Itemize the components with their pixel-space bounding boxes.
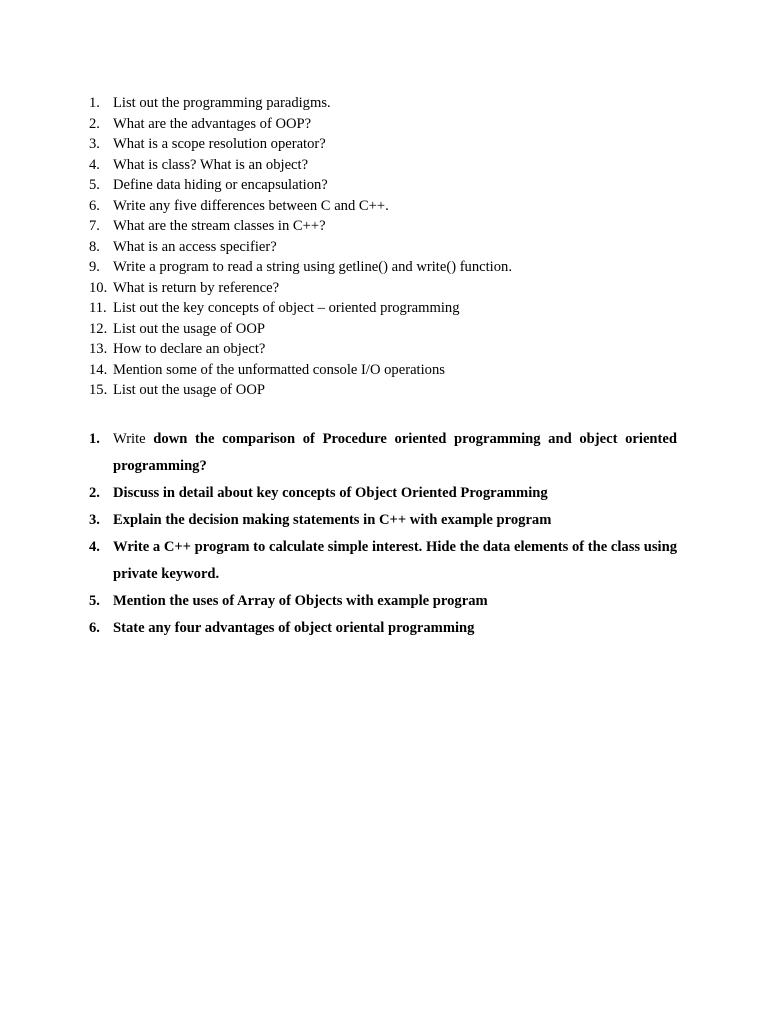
item-text: List out the programming paradigms. <box>113 95 331 111</box>
item-number: 15. <box>89 382 108 398</box>
item-number: 7. <box>89 218 100 234</box>
list-item <box>89 588 677 615</box>
item-text: What are the stream classes in C++? <box>113 218 326 234</box>
long-questions-list <box>89 426 677 642</box>
item-number: 2. <box>89 115 100 132</box>
item-number: 8. <box>89 238 100 255</box>
item-text: List out the key concepts of object – oriented programming <box>113 300 460 316</box>
item-number: 14. <box>89 361 108 378</box>
item-number: 4. <box>89 156 100 173</box>
item-number: 5. <box>89 177 100 193</box>
item-text: Explain the decision making statements in C++ with example program <box>113 512 552 528</box>
item-text: Define data hiding or encapsulation? <box>113 177 328 193</box>
item-text: State any four advantages of object oriental programming <box>113 620 475 636</box>
item-number: 3. <box>89 512 100 528</box>
list-item <box>89 339 689 360</box>
item-number: 1. <box>89 431 100 447</box>
list-item <box>89 380 689 401</box>
list-item <box>89 278 689 299</box>
list-item <box>89 237 689 258</box>
item-number: 5. <box>89 593 100 609</box>
item-number: 6. <box>89 197 100 214</box>
item-text: What is return by reference? <box>113 279 280 296</box>
list-item <box>89 534 677 588</box>
list-item <box>89 134 689 155</box>
item-number: 4. <box>89 539 100 555</box>
item-number: 9. <box>89 259 100 275</box>
list-item <box>89 480 677 507</box>
item-number: 6. <box>89 620 100 636</box>
item-text: Write a C++ program to calculate simple interest. Hide the data elements of the class using private keyword. <box>113 539 677 582</box>
item-number: 11. <box>89 300 107 316</box>
item-number: 10. <box>89 279 108 296</box>
list-item <box>89 257 689 278</box>
list-item <box>89 216 689 237</box>
list-item <box>89 360 689 381</box>
list-item <box>89 114 689 135</box>
list-item <box>89 93 689 114</box>
list-item <box>89 507 677 534</box>
item-text: What is class? What is an object? <box>113 156 309 173</box>
item-body: down the comparison of Procedure oriented programming and object oriented programming? <box>113 431 677 474</box>
item-number: 3. <box>89 136 100 152</box>
list-item <box>89 155 689 176</box>
item-text: Mention some of the unformatted console I/O operations <box>113 361 445 378</box>
item-text: List out the usage of OOP <box>113 320 266 337</box>
item-text: Write a program to read a string using getline() and write() function. <box>113 259 512 275</box>
item-number: 12. <box>89 320 108 337</box>
list-item <box>89 426 677 480</box>
item-text: Write any five differences between C and C++. <box>113 197 389 214</box>
item-text: List out the usage of OOP <box>113 382 266 398</box>
item-text <box>113 426 677 480</box>
item-number: 13. <box>89 341 108 357</box>
list-item <box>89 319 689 340</box>
item-text: What is a scope resolution operator? <box>113 136 326 152</box>
item-number: 1. <box>89 95 100 111</box>
list-item <box>89 196 689 217</box>
item-text: What is an access specifier? <box>113 238 277 255</box>
item-text: What are the advantages of OOP? <box>113 115 312 132</box>
item-text: Mention the uses of Array of Objects with example program <box>113 593 488 609</box>
list-item <box>89 615 677 642</box>
list-item <box>89 175 689 196</box>
short-questions-list <box>89 93 689 401</box>
item-prefix: Write <box>113 431 154 447</box>
list-item <box>89 298 689 319</box>
item-text: How to declare an object? <box>113 341 266 357</box>
item-text: Discuss in detail about key concepts of Object Oriented Programming <box>113 485 548 501</box>
item-number: 2. <box>89 485 100 501</box>
